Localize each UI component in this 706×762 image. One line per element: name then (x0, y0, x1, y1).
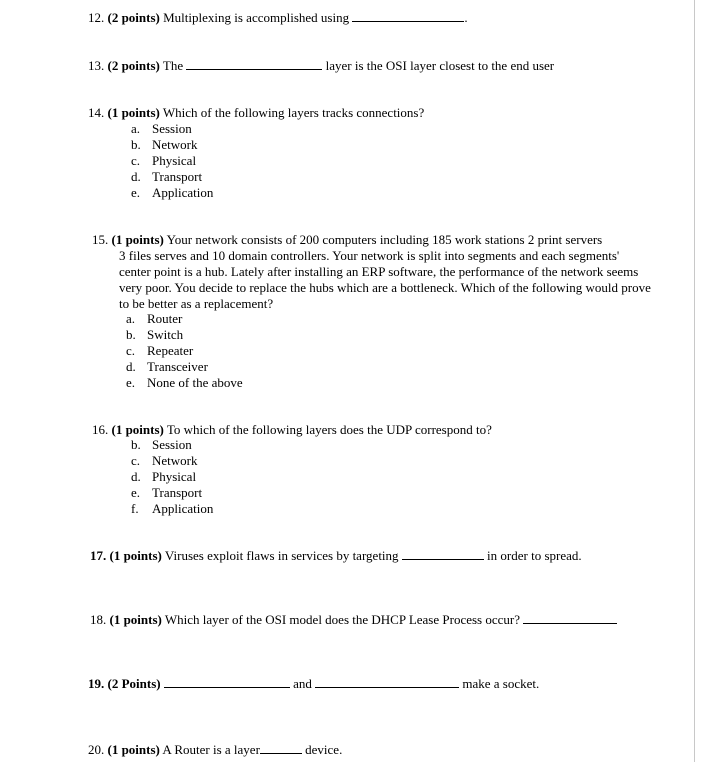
option-letter: d. (131, 469, 141, 484)
option-item[interactable] (126, 375, 243, 391)
question-number: 20. (88, 742, 105, 757)
option-label: Transport (152, 485, 203, 500)
question-16 (92, 422, 492, 438)
points-label: (1 points) (109, 612, 162, 627)
question-text: Viruses exploit flaws in services by targeting (164, 548, 399, 563)
answer-blank[interactable] (315, 676, 459, 688)
option-label: Session (152, 437, 192, 452)
question-text-continued: 3 files serves and 10 domain controllers. Your network is split into segments and each segments' center point is a hub. Lately after installing an ERP software, the performance of the network seems very poor. You decide to replace the hubs which are a bottleneck. Which of the following would prove to be better as a replacement? (119, 248, 651, 311)
option-label: None of the above (147, 375, 243, 390)
question-text: make a socket. (462, 676, 540, 691)
question-number: 19. (88, 676, 105, 691)
question-13 (88, 58, 554, 74)
option-item[interactable] (131, 137, 213, 153)
question-14 (88, 105, 424, 121)
question-text: Your network consists of 200 computers including 185 work stations 2 print servers (166, 232, 603, 247)
question-text: Which layer of the OSI model does the DHCP Lease Process occur? (164, 612, 520, 627)
options-list (131, 121, 213, 201)
answer-blank[interactable] (352, 10, 464, 22)
question-text: device. (305, 742, 343, 757)
question-number: 18. (90, 612, 107, 627)
option-label: Switch (147, 327, 184, 342)
option-letter: b. (126, 327, 136, 342)
option-item[interactable] (131, 453, 213, 469)
option-label: Router (147, 311, 183, 326)
option-label: Transceiver (147, 359, 208, 374)
option-label: Network (152, 453, 198, 468)
points-label: (1 points) (111, 422, 164, 437)
question-number: 16. (92, 422, 109, 437)
question-number: 15. (92, 232, 109, 247)
option-item[interactable] (131, 469, 213, 485)
page-edge (694, 0, 695, 762)
points-label: (2 points) (107, 10, 160, 25)
answer-blank[interactable] (260, 742, 302, 754)
option-item[interactable] (131, 169, 213, 185)
option-item[interactable] (126, 311, 243, 327)
option-letter: c. (131, 153, 141, 168)
option-letter: b. (131, 437, 141, 452)
question-15 (92, 232, 652, 312)
option-label: Physical (152, 153, 197, 168)
answer-blank[interactable] (186, 58, 322, 70)
option-item[interactable] (131, 485, 213, 501)
question-19 (88, 676, 539, 692)
question-text: Multiplexing is accomplished using (163, 10, 350, 25)
question-number: 13. (88, 58, 105, 73)
option-letter: f. (131, 501, 139, 516)
option-letter: d. (126, 359, 136, 374)
question-12 (88, 10, 468, 26)
question-end: . (464, 10, 468, 25)
points-label: (1 points) (111, 232, 164, 247)
question-text: Which of the following layers tracks connections? (162, 105, 425, 120)
option-letter: a. (126, 311, 136, 326)
question-text: layer is the OSI layer closest to the end user (325, 58, 555, 73)
option-item[interactable] (126, 327, 243, 343)
option-letter: c. (131, 453, 141, 468)
option-label: Repeater (147, 343, 194, 358)
option-label: Physical (152, 469, 197, 484)
question-18 (90, 612, 617, 628)
options-list (131, 437, 213, 517)
option-item[interactable] (131, 437, 213, 453)
points-label: (2 Points) (107, 676, 161, 691)
option-letter: b. (131, 137, 141, 152)
option-item[interactable] (131, 153, 213, 169)
option-label: Application (152, 185, 214, 200)
option-letter: e. (131, 185, 141, 200)
option-item[interactable] (131, 121, 213, 137)
question-number: 12. (88, 10, 105, 25)
question-text: in order to spread. (487, 548, 582, 563)
question-text: To which of the following layers does the UDP correspond to? (166, 422, 492, 437)
points-label: (1 points) (107, 742, 160, 757)
option-item[interactable] (126, 343, 243, 359)
option-letter: d. (131, 169, 141, 184)
answer-blank[interactable] (523, 612, 617, 624)
points-label: (2 points) (107, 58, 160, 73)
question-text: A Router is a layer (162, 742, 260, 757)
question-17 (90, 548, 582, 564)
points-label: (1 points) (107, 105, 160, 120)
answer-blank[interactable] (402, 548, 484, 560)
answer-blank[interactable] (164, 676, 290, 688)
question-number: 17. (90, 548, 107, 563)
option-item[interactable] (131, 501, 213, 517)
option-letter: e. (126, 375, 136, 390)
option-letter: e. (131, 485, 141, 500)
option-letter: c. (126, 343, 136, 358)
question-number: 14. (88, 105, 105, 120)
points-label: (1 points) (109, 548, 162, 563)
question-text: The (162, 58, 184, 73)
option-letter: a. (131, 121, 141, 136)
option-item[interactable] (126, 359, 243, 375)
option-label: Network (152, 137, 198, 152)
option-label: Session (152, 121, 192, 136)
question-20 (88, 742, 342, 758)
question-text: and (293, 676, 312, 691)
option-label: Transport (152, 169, 203, 184)
option-label: Application (152, 501, 214, 516)
options-list (126, 311, 243, 391)
option-item[interactable] (131, 185, 213, 201)
